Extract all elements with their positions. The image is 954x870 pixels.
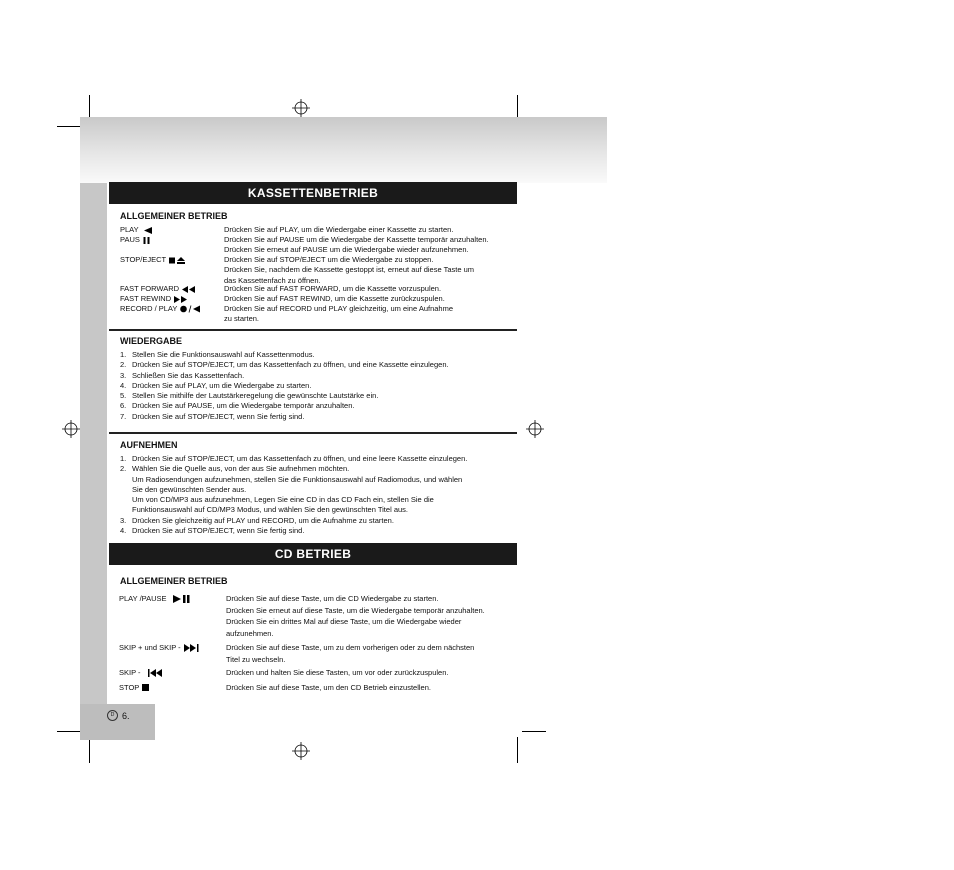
- desc-fast-forward: Drücken Sie auf FAST FORWARD, um die Kassette vorzuspulen.: [224, 284, 442, 293]
- crop-mark: [57, 731, 81, 732]
- rewind-arrows-icon: [182, 286, 195, 293]
- subheading-aufnehmen: AUFNEHMEN: [120, 440, 178, 450]
- play-left-icon: [142, 227, 152, 234]
- pause-icon: [143, 237, 150, 244]
- list-item: 4. Drücken Sie auf PLAY, um die Wiedergabe zu starten.: [120, 380, 312, 390]
- side-strip: [80, 183, 107, 704]
- list-item: 5. Stellen Sie mithilfe der Lautstärkeregelung die gewünschte Lautstärke ein.: [120, 391, 379, 401]
- desc-skip-minus: Drücken und halten Sie diese Tasten, um vor oder zurückzuspulen.: [226, 668, 449, 677]
- label-fast-forward: FAST FORWARD: [120, 284, 195, 294]
- registration-mark-icon: [292, 99, 310, 117]
- crop-mark: [89, 737, 90, 763]
- page-number: [107, 710, 130, 721]
- language-icon: D: [107, 710, 118, 721]
- subheading-wiedergabe: WIEDERGABE: [120, 336, 183, 346]
- list-item: 3. Schließen Sie das Kassettenfach.: [120, 370, 245, 380]
- section-title-cd: CD BETRIEB: [109, 543, 517, 565]
- label-skip-minus: SKIP -: [119, 667, 163, 679]
- list-item: 2. Drücken Sie auf STOP/EJECT, um das Kassettenfach zu öffnen, und eine Kassette einzulegen.: [120, 360, 449, 370]
- list-item: 3. Drücken Sie gleichzeitig auf PLAY und RECORD, um die Aufnahme zu starten.: [120, 515, 394, 525]
- divider: [109, 432, 517, 434]
- play-pause-icon: [173, 595, 190, 603]
- desc-paus: Drücken Sie auf PAUSE um die Wiedergabe der Kassette temporär anzuhalten. Drücken Sie erneut auf PAUSE um die Wiedergabe wieder aufzunehmen.: [224, 235, 489, 255]
- list-item: 6. Drücken Sie auf PAUSE, um die Wiedergabe temporär anzuhalten.: [120, 401, 355, 411]
- skip-prev-icon: [147, 669, 163, 677]
- list-item: 1. Stellen Sie die Funktionsauswahl auf Kassettenmodus.: [120, 350, 315, 359]
- skip-next-icon: [184, 644, 200, 652]
- list-item: 4. Drücken Sie auf STOP/EJECT, wenn Sie fertig sind.: [120, 526, 305, 536]
- stop-icon: [142, 684, 149, 691]
- stop-eject-icon: [169, 257, 185, 264]
- desc-stop-eject: Drücken Sie auf STOP/EJECT um die Wiedergabe zu stoppen. Drücken Sie, nachdem die Kassette gestoppt ist, erneut auf diese Taste um das Kassettenfach zu öffnen.: [224, 255, 475, 285]
- registration-mark-icon: [526, 420, 544, 438]
- divider: [109, 329, 517, 331]
- list-item: 1. Drücken Sie auf STOP/EJECT, um das Kassettenfach zu öffnen, und eine leere Kassette einzulegen.: [120, 454, 468, 463]
- label-stop: STOP: [119, 682, 149, 694]
- record-play-icon: [180, 305, 200, 313]
- section-title-kassette: KASSETTENBETRIEB: [109, 182, 517, 204]
- crop-mark: [57, 126, 81, 127]
- label-paus: PAUS: [120, 235, 150, 245]
- desc-record-play: Drücken Sie auf RECORD und PLAY gleichzeitig, um eine Aufnahme zu starten.: [224, 304, 454, 324]
- registration-mark-icon: [292, 742, 310, 760]
- list-item: 7. Drücken Sie auf STOP/EJECT, wenn Sie fertig sind.: [120, 411, 305, 421]
- aufnehmen-list: 1. Drücken Sie auf STOP/EJECT, um das Kassettenfach zu öffnen, und eine leere Kassette einzulegen. 2. Wählen Sie die Quelle aus, von der aus Sie aufnehmen möchten. Um Radiosendungen aufzunehmen, stellen Sie die Funktionsauswahl auf Radiomodus, und wählen Sie den gewünschten Sender aus. Um von CD/MP3 aus aufzunehmen, Legen Sie eine CD in das CD Fach ein, stellen Sie die Funktionsauswahl auf CD/MP3 Modus, und wählen Sie den gewünschten Titel aus. 3. Drücken Sie gleichzeitig auf PLAY und RECORD, um die Aufnahme zu starten. 4. Drücken Sie auf STOP/EJECT, wenn Sie fertig sind.: [120, 454, 468, 536]
- label-stop-eject: STOP/EJECT: [120, 255, 185, 265]
- label-record-play: RECORD / PLAY: [120, 304, 200, 314]
- desc-play-pause: Drücken Sie auf diese Taste, um die CD Wiedergabe zu starten. Drücken Sie erneut auf diese Taste, um die Wiedergabe temporär anzuhalten. Drücken Sie ein drittes Mal auf diese Taste, um die Wiedergabe wieder aufzunehmen.: [226, 594, 485, 638]
- list-item: 2. Wählen Sie die Quelle aus, von der aus Sie aufnehmen möchten.: [120, 464, 350, 474]
- page-number-label: 6.: [122, 710, 130, 721]
- crop-mark: [517, 737, 518, 763]
- label-play-pause: PLAY /PAUSE: [119, 593, 190, 605]
- subheading-allgemein: ALLGEMEINER BETRIEB: [120, 211, 228, 221]
- label-skip: SKIP + und SKIP -: [119, 642, 200, 654]
- label-fast-rewind: FAST REWIND: [120, 294, 187, 304]
- desc-skip: Drücken Sie auf diese Taste, um zu dem vorherigen oder zu dem nächsten Titel zu wechseln.: [226, 643, 475, 664]
- registration-mark-icon: [62, 420, 80, 438]
- crop-mark: [522, 731, 546, 732]
- desc-play: Drücken Sie auf PLAY, um die Wiedergabe einer Kassette zu starten.: [224, 225, 454, 234]
- subheading-cd-allgemein: ALLGEMEINER BETRIEB: [120, 576, 228, 586]
- desc-fast-rewind: Drücken Sie auf FAST REWIND, um die Kassette zurückzuspulen.: [224, 294, 445, 303]
- label-play: PLAY: [120, 225, 152, 235]
- desc-stop: Drücken Sie auf diese Taste, um den CD Betrieb einzustellen.: [226, 683, 431, 692]
- forward-arrows-icon: [174, 296, 187, 303]
- wiedergabe-list: [120, 350, 449, 422]
- header-band: [80, 117, 607, 183]
